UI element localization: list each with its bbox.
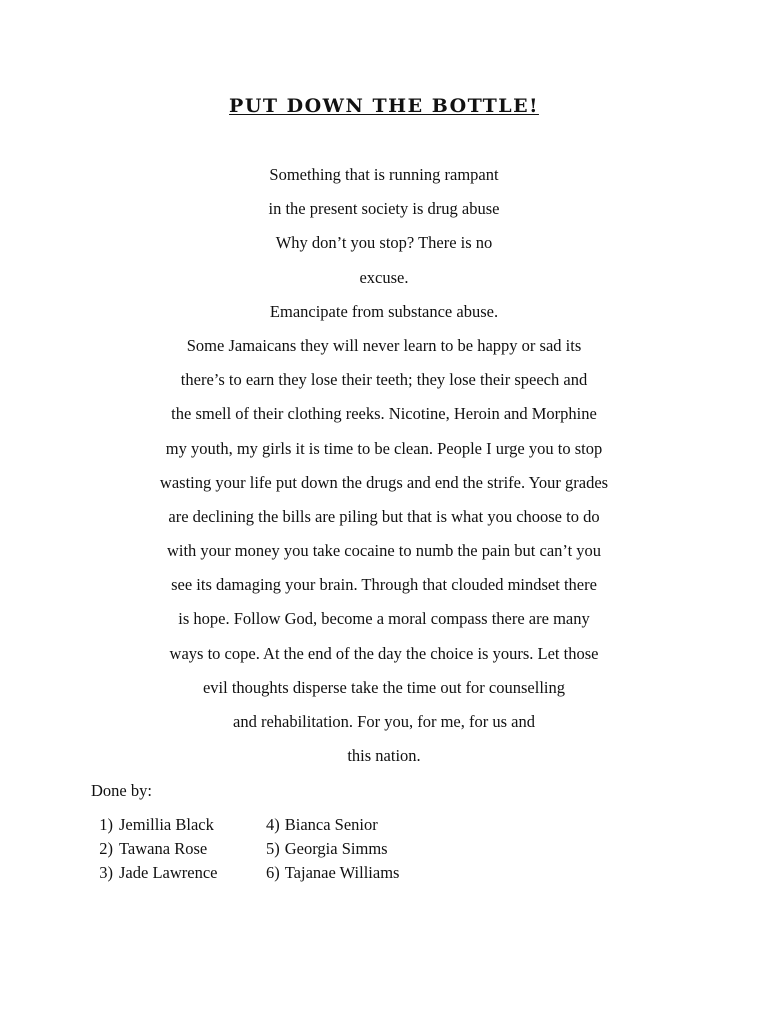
credit-item <box>89 862 217 884</box>
poem-line: Emancipate from substance abuse. <box>269 301 499 321</box>
poem-line: Why don’t you stop? There is no <box>275 233 493 253</box>
poem-line: with your money you take cocaine to numb the pain but can’t you <box>166 541 602 561</box>
poem-line: wasting your life put down the drugs and end the strife. Your grades <box>159 472 609 492</box>
credit-number: 2) <box>99 839 113 858</box>
credits-list <box>0 814 768 894</box>
poem-line: are declining the bills are piling but that is what you choose to do <box>168 506 600 526</box>
poem-line: excuse. <box>359 267 409 287</box>
poem-line: the smell of their clothing reeks. Nicotine, Heroin and Morphine <box>171 404 597 424</box>
poem-line: is hope. Follow God, become a moral compass there are many <box>178 609 590 629</box>
credit-name: Bianca Senior <box>284 815 378 834</box>
credit-item <box>89 814 214 836</box>
poem-line: there’s to earn they lose their teeth; they lose their speech and <box>180 370 588 390</box>
credit-number: 5) <box>266 839 280 858</box>
poem-line: my youth, my girls it is time to be clean. People I urge you to stop <box>165 438 603 458</box>
credit-item <box>266 838 388 860</box>
credit-number: 1) <box>99 815 113 834</box>
poem-body <box>0 162 768 777</box>
poem-line: ways to cope. At the end of the day the choice is yours. Let those <box>169 643 599 663</box>
credit-name: Georgia Simms <box>284 839 388 858</box>
credit-name: Jade Lawrence <box>119 863 218 882</box>
credit-item <box>89 838 207 860</box>
credit-name: Tajanae Williams <box>284 863 400 882</box>
poem-line: this nation. <box>347 746 421 766</box>
credit-item <box>266 862 399 884</box>
credit-name: Tawana Rose <box>119 839 208 858</box>
poem-line: Some Jamaicans they will never learn to be happy or sad its <box>186 335 582 355</box>
page-title: PUT DOWN THE BOTTLE! <box>229 95 539 117</box>
credit-number: 6) <box>266 863 280 882</box>
poem-line: Something that is running rampant <box>269 165 499 184</box>
credit-number: 4) <box>266 815 280 834</box>
credit-number: 3) <box>99 863 113 882</box>
credit-item <box>266 814 378 836</box>
poem-line: and rehabilitation. For you, for me, for us and <box>233 712 535 731</box>
poem-line: see its damaging your brain. Through that clouded mindset there <box>171 575 597 595</box>
credits-label: Done by: <box>91 781 152 800</box>
poem-line: evil thoughts disperse take the time out for counselling <box>202 677 565 697</box>
poem-line: in the present society is drug abuse <box>268 199 500 219</box>
credit-name: Jemillia Black <box>119 815 214 834</box>
